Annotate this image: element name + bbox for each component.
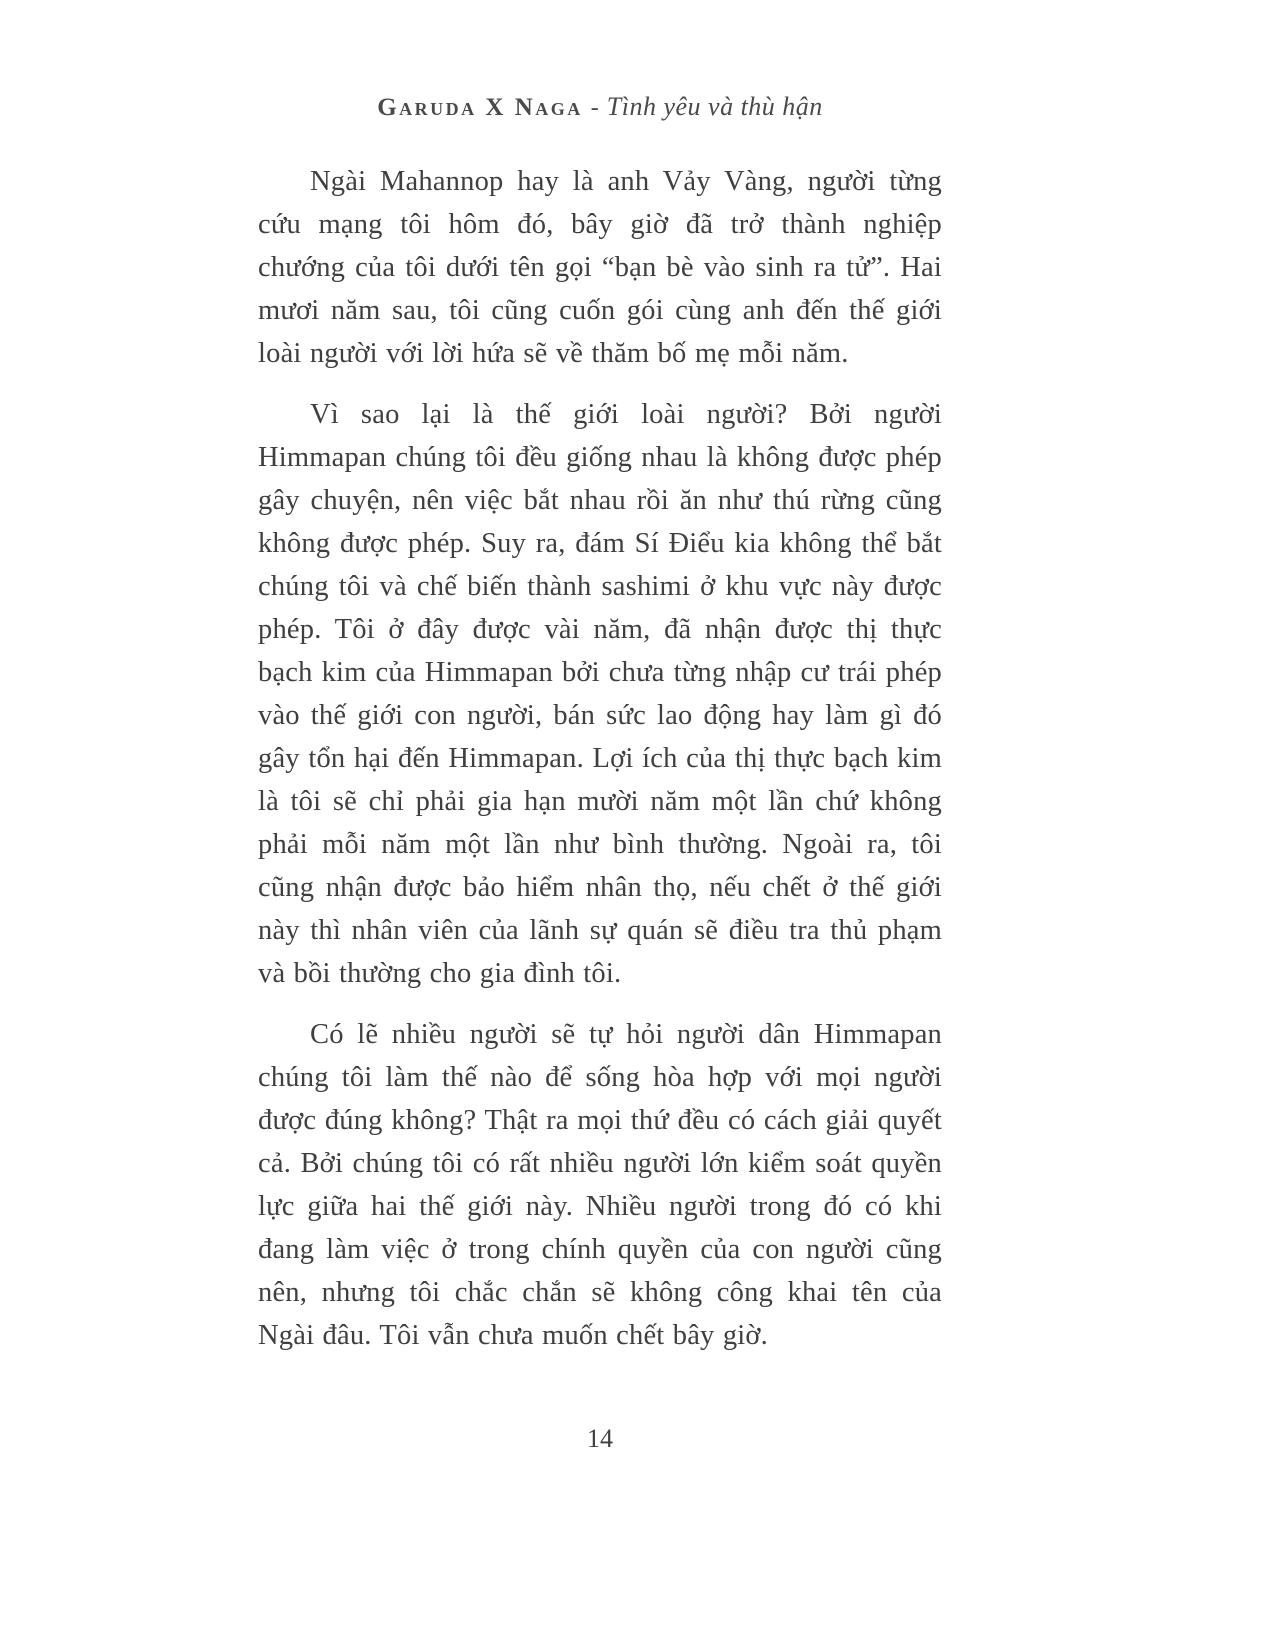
paragraph: Vì sao lại là thế giới loài người? Bởi người Himmapan chúng tôi đều giống nhau là không được phép gây chuyện, nên việc bắt nhau rồi ăn như thú rừng cũng không được phép. Suy ra, đám Sí Điểu kia không thể bắt chúng tôi và chế biến thành sashimi ở khu vực này được phép. Tôi ở đây được vài năm, đã nhận được thị thực bạch kim của Himmapan bởi chưa từng nhập cư trái phép vào thế giới con người, bán sức lao động hay làm gì đó gây tổn hại đến Himmapan. Lợi ích của thị thực bạch kim là tôi sẽ chỉ phải gia hạn mười năm một lần chứ không phải mỗi năm một lần như bình thường. Ngoài ra, tôi cũng nhận được bảo hiểm nhân thọ, nếu chết ở thế giới này thì nhân viên của lãnh sự quán sẽ điều tra thủ phạm và bồi thường cho gia đình tôi. bbox=[258, 399, 942, 989]
paragraph: Ngài Mahannop hay là anh Vảy Vàng, người từng cứu mạng tôi hôm đó, bây giờ đã trở thành nghiệp chướng của tôi dưới tên gọi “bạn bè vào sinh ra tử”. Hai mươi năm sau, tôi cũng cuốn gói cùng anh đến thế giới loài người với lời hứa sẽ về thăm bố mẹ mỗi năm. bbox=[258, 166, 942, 369]
book-title: Garuda X Naga bbox=[377, 94, 583, 121]
running-header bbox=[258, 92, 942, 122]
title-separator: - bbox=[590, 95, 599, 121]
page-number: 14 bbox=[587, 1424, 613, 1453]
body-text bbox=[258, 160, 942, 1375]
paragraph: Có lẽ nhiều người sẽ tự hỏi người dân Himmapan chúng tôi làm thế nào để sống hòa hợp với mọi người được đúng không? Thật ra mọi thứ đều có cách giải quyết cả. Bởi chúng tôi có rất nhiều người lớn kiểm soát quyền lực giữa hai thế giới này. Nhiều người trong đó có khi đang làm việc ở trong chính quyền của con người cũng nên, nhưng tôi chắc chắn sẽ không công khai tên của Ngài đâu. Tôi vẫn chưa muốn chết bây giờ. bbox=[258, 1019, 942, 1351]
book-subtitle: Tình yêu và thù hận bbox=[606, 92, 823, 121]
